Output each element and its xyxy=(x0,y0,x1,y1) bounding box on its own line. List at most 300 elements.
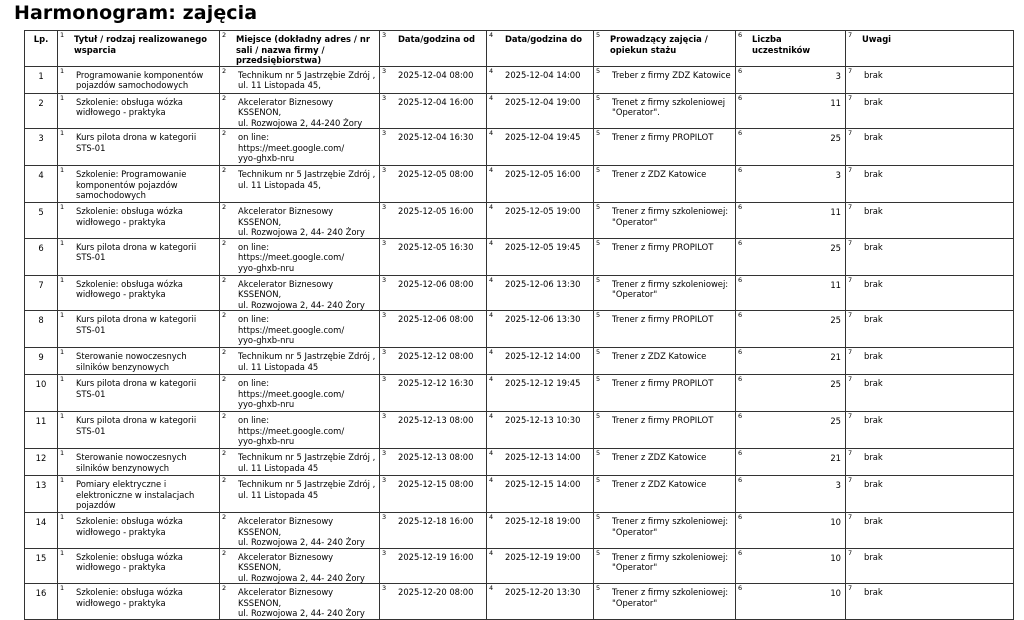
cell-from-text: 2025-12-05 16:30 xyxy=(398,241,474,252)
cell-from-text: 2025-12-05 08:00 xyxy=(398,169,474,179)
cell-place-text: Akcelerator Biznesowy KSSENON, ul. Rozwojowa 2, 44- 240 Żory xyxy=(238,206,365,237)
cell-notes xyxy=(846,412,1014,449)
cell-title-text: Szkolenie: obsługa wózka widłowego - praktyka xyxy=(76,551,183,572)
row-number: 7 xyxy=(38,279,44,290)
cell-from xyxy=(380,584,487,620)
cell-from-text: 2025-12-18 16:00 xyxy=(398,516,474,526)
cell-lp xyxy=(25,513,58,549)
cell-from-text: 2025-12-04 16:00 xyxy=(398,96,474,107)
cell-place xyxy=(220,348,380,375)
column-number: 7 xyxy=(848,412,853,420)
cell-trainer xyxy=(594,311,736,348)
cell-from xyxy=(380,275,487,311)
cell-place-text: on line: https://meet.google.com/ yyo-ghxb-nru xyxy=(238,314,345,345)
cell-place xyxy=(220,275,380,311)
column-number: 7 xyxy=(848,93,853,102)
cell-to-text: 2025-12-05 19:45 xyxy=(505,241,581,252)
cell-trainer-text: Trener z ZDZ Katowice xyxy=(612,169,707,179)
cell-place-text: Akcelerator Biznesowy KSSENON, ul. Rozwojowa 2, 44- 240 Żory xyxy=(238,516,365,547)
cell-to xyxy=(487,203,594,239)
cell-trainer xyxy=(594,275,736,311)
column-number: 4 xyxy=(489,412,494,420)
cell-to-text: 2025-12-04 14:00 xyxy=(505,69,581,80)
cell-from xyxy=(380,375,487,412)
cell-notes xyxy=(846,238,1014,275)
column-number: 4 xyxy=(489,548,494,557)
column-number: 2 xyxy=(222,166,227,174)
cell-count xyxy=(736,476,846,513)
column-number: 4 xyxy=(489,203,494,211)
cell-title xyxy=(58,93,220,129)
column-number: 3 xyxy=(382,93,387,102)
row-number: 16 xyxy=(35,588,47,598)
cell-title-text: Kurs pilota drona w kategorii STS-01 xyxy=(76,241,197,262)
cell-from xyxy=(380,93,487,129)
column-number: 2 xyxy=(222,129,227,137)
header-row xyxy=(25,31,1014,67)
cell-count-text: 11 xyxy=(830,279,841,290)
column-number: 2 xyxy=(222,449,227,457)
cell-count xyxy=(736,66,846,93)
cell-from-text: 2025-12-12 08:00 xyxy=(398,351,474,361)
header-title xyxy=(58,31,220,67)
column-number: 4 xyxy=(489,275,494,284)
cell-notes xyxy=(846,513,1014,549)
column-number: 3 xyxy=(382,513,387,521)
cell-to-text: 2025-12-06 13:30 xyxy=(505,314,581,324)
cell-trainer-text: Trener z firmy szkoleniowej: "Operator" xyxy=(612,551,729,572)
cell-to xyxy=(487,275,594,311)
header-label: Miejsce (dokładny adres / nr sali / nazwa firmy / przedsiębiorstwa) xyxy=(236,34,370,65)
cell-notes-text: brak xyxy=(864,479,883,489)
cell-trainer xyxy=(594,238,736,275)
cell-place-text: Technikum nr 5 Jastrzębie Zdrój , ul. 11 Listopada 45, xyxy=(238,69,376,90)
cell-title-text: Kurs pilota drona w kategorii STS-01 xyxy=(76,314,197,335)
header-number: 1 xyxy=(60,31,65,39)
column-number: 1 xyxy=(60,348,65,356)
cell-notes xyxy=(846,476,1014,513)
cell-to-text: 2025-12-13 10:30 xyxy=(505,415,581,425)
column-number: 2 xyxy=(222,584,227,592)
table-row xyxy=(25,348,1014,375)
column-number: 6 xyxy=(738,476,743,484)
cell-count xyxy=(736,129,846,166)
column-number: 2 xyxy=(222,66,227,75)
cell-title xyxy=(58,66,220,93)
table-row xyxy=(25,311,1014,348)
cell-lp xyxy=(25,129,58,166)
header-number: 4 xyxy=(489,31,494,39)
cell-from-text: 2025-12-15 08:00 xyxy=(398,479,474,489)
cell-title-text: Programowanie komponentów pojazdów samochodowych xyxy=(76,69,204,90)
cell-notes-text: brak xyxy=(864,69,883,80)
cell-count xyxy=(736,449,846,476)
table-row xyxy=(25,513,1014,549)
cell-place-text: Akcelerator Biznesowy KSSENON, ul. Rozwojowa 2, 44- 240 Żory xyxy=(238,278,365,310)
cell-count-text: 25 xyxy=(830,379,841,389)
column-number: 7 xyxy=(848,476,853,484)
cell-title xyxy=(58,166,220,203)
column-number: 4 xyxy=(489,66,494,75)
cell-notes xyxy=(846,375,1014,412)
column-number: 6 xyxy=(738,449,743,457)
column-number: 5 xyxy=(596,548,601,557)
column-number: 1 xyxy=(60,311,65,319)
cell-from xyxy=(380,476,487,513)
cell-notes-text: brak xyxy=(864,551,883,562)
column-number: 1 xyxy=(60,66,65,75)
cell-to-text: 2025-12-13 14:00 xyxy=(505,452,581,462)
cell-lp xyxy=(25,311,58,348)
cell-from xyxy=(380,203,487,239)
cell-to xyxy=(487,412,594,449)
cell-from-text: 2025-12-13 08:00 xyxy=(398,415,474,425)
cell-place xyxy=(220,375,380,412)
header-label: Tytuł / rodzaj realizowanego wsparcia xyxy=(74,34,207,55)
cell-place xyxy=(220,476,380,513)
cell-to xyxy=(487,476,594,513)
header-number: 3 xyxy=(382,31,387,39)
cell-to xyxy=(487,548,594,584)
column-number: 5 xyxy=(596,129,601,137)
cell-trainer xyxy=(594,66,736,93)
cell-count-text: 10 xyxy=(830,552,841,563)
cell-to xyxy=(487,129,594,166)
header-lp xyxy=(25,31,58,67)
column-number: 1 xyxy=(60,129,65,137)
column-number: 6 xyxy=(738,93,743,102)
cell-notes-text: brak xyxy=(864,415,883,425)
row-number: 6 xyxy=(38,242,44,253)
column-number: 2 xyxy=(222,93,227,102)
cell-title xyxy=(58,412,220,449)
column-number: 3 xyxy=(382,348,387,356)
cell-place-text: on line: https://meet.google.com/ yyo-ghxb-nru xyxy=(238,241,345,273)
column-number: 2 xyxy=(222,476,227,484)
row-number: 10 xyxy=(35,379,47,389)
cell-to xyxy=(487,311,594,348)
column-number: 5 xyxy=(596,375,601,383)
column-number: 1 xyxy=(60,166,65,174)
cell-to xyxy=(487,93,594,129)
cell-title xyxy=(58,129,220,166)
column-number: 5 xyxy=(596,412,601,420)
header-number: 6 xyxy=(738,31,743,39)
cell-lp xyxy=(25,348,58,375)
column-number: 7 xyxy=(848,203,853,211)
header-count xyxy=(736,31,846,67)
cell-lp xyxy=(25,375,58,412)
cell-title xyxy=(58,238,220,275)
column-number: 7 xyxy=(848,66,853,75)
cell-place xyxy=(220,166,380,203)
cell-lp xyxy=(25,275,58,311)
row-number: 9 xyxy=(38,352,44,362)
column-number: 3 xyxy=(382,275,387,284)
cell-from-text: 2025-12-05 16:00 xyxy=(398,206,474,216)
cell-from xyxy=(380,548,487,584)
table-row xyxy=(25,449,1014,476)
table-row xyxy=(25,375,1014,412)
column-number: 3 xyxy=(382,311,387,319)
column-number: 4 xyxy=(489,449,494,457)
column-number: 1 xyxy=(60,584,65,592)
cell-trainer-text: Treber z firmy ZDZ Katowice xyxy=(612,69,731,80)
column-number: 3 xyxy=(382,375,387,383)
header-number: 2 xyxy=(222,31,227,39)
header-label: Data/godzina od xyxy=(397,34,476,44)
cell-count xyxy=(736,348,846,375)
column-number: 3 xyxy=(382,449,387,457)
cell-trainer-text: Trenet z firmy szkoleniowej "Operator". xyxy=(612,96,726,117)
cell-from xyxy=(380,166,487,203)
column-number: 7 xyxy=(848,275,853,284)
cell-notes xyxy=(846,166,1014,203)
cell-place xyxy=(220,311,380,348)
cell-notes xyxy=(846,348,1014,375)
cell-title xyxy=(58,513,220,549)
cell-trainer-text: Trener z ZDZ Katowice xyxy=(612,351,707,361)
column-number: 3 xyxy=(382,548,387,557)
column-number: 5 xyxy=(596,66,601,75)
column-number: 6 xyxy=(738,166,743,174)
cell-lp xyxy=(25,203,58,239)
cell-title-text: Pomiary elektryczne i elektroniczne w instalacjach pojazdów xyxy=(76,479,195,510)
cell-lp xyxy=(25,476,58,513)
column-number: 1 xyxy=(60,412,65,420)
cell-place xyxy=(220,584,380,620)
row-number: 5 xyxy=(38,207,44,217)
header-from xyxy=(380,31,487,67)
header-label: Data/godzina do xyxy=(504,34,583,44)
cell-count-text: 25 xyxy=(830,242,841,253)
cell-trainer-text: Trener z firmy PROPILOT xyxy=(612,241,714,252)
cell-from xyxy=(380,66,487,93)
cell-notes-text: brak xyxy=(864,241,883,252)
cell-trainer-text: Trener z firmy PROPILOT xyxy=(612,132,714,142)
cell-count xyxy=(736,166,846,203)
column-number: 5 xyxy=(596,275,601,284)
cell-notes xyxy=(846,93,1014,129)
cell-notes xyxy=(846,129,1014,166)
cell-count-text: 25 xyxy=(830,315,841,325)
table-row xyxy=(25,275,1014,311)
cell-count-text: 11 xyxy=(830,207,841,217)
cell-to-text: 2025-12-04 19:45 xyxy=(505,132,581,142)
cell-from xyxy=(380,348,487,375)
column-number: 4 xyxy=(489,311,494,319)
cell-from-text: 2025-12-13 08:00 xyxy=(398,452,474,462)
cell-from-text: 2025-12-19 16:00 xyxy=(398,551,474,562)
cell-lp xyxy=(25,412,58,449)
cell-trainer-text: Trener z firmy PROPILOT xyxy=(612,378,714,388)
cell-count-text: 25 xyxy=(830,416,841,426)
column-number: 1 xyxy=(60,548,65,557)
row-number: 4 xyxy=(38,170,44,180)
cell-title xyxy=(58,311,220,348)
cell-trainer-text: Trener z firmy szkoleniowej: "Operator" xyxy=(612,206,729,227)
cell-count xyxy=(736,203,846,239)
column-number: 6 xyxy=(738,311,743,319)
column-number: 6 xyxy=(738,348,743,356)
cell-to-text: 2025-12-05 19:00 xyxy=(505,206,581,216)
cell-from-text: 2025-12-06 08:00 xyxy=(398,314,474,324)
column-number: 7 xyxy=(848,348,853,356)
cell-lp xyxy=(25,238,58,275)
cell-from xyxy=(380,311,487,348)
column-number: 5 xyxy=(596,513,601,521)
column-number: 5 xyxy=(596,93,601,102)
row-number: 8 xyxy=(38,315,44,325)
cell-to xyxy=(487,166,594,203)
cell-place xyxy=(220,412,380,449)
cell-notes-text: brak xyxy=(864,587,883,597)
cell-lp xyxy=(25,166,58,203)
column-number: 1 xyxy=(60,93,65,102)
header-label: Liczba uczestników xyxy=(752,34,811,55)
row-number: 1 xyxy=(38,70,44,81)
cell-count xyxy=(736,93,846,129)
cell-trainer xyxy=(594,166,736,203)
column-number: 4 xyxy=(489,476,494,484)
row-number: 14 xyxy=(35,517,47,527)
cell-title-text: Sterowanie nowoczesnych silników benzynowych xyxy=(76,452,187,473)
column-number: 2 xyxy=(222,412,227,420)
cell-trainer xyxy=(594,449,736,476)
row-number: 15 xyxy=(35,552,47,563)
column-number: 5 xyxy=(596,238,601,247)
cell-title-text: Szkolenie: obsługa wózka widłowego - praktyka xyxy=(76,206,183,227)
cell-count xyxy=(736,412,846,449)
table-row xyxy=(25,66,1014,93)
cell-notes-text: brak xyxy=(864,378,883,388)
column-number: 1 xyxy=(60,203,65,211)
cell-lp xyxy=(25,548,58,584)
column-number: 7 xyxy=(848,311,853,319)
cell-notes-text: brak xyxy=(864,314,883,324)
cell-count xyxy=(736,548,846,584)
cell-trainer xyxy=(594,412,736,449)
cell-to-text: 2025-12-04 19:00 xyxy=(505,96,581,107)
column-number: 3 xyxy=(382,476,387,484)
cell-title xyxy=(58,375,220,412)
cell-trainer xyxy=(594,348,736,375)
cell-from xyxy=(380,412,487,449)
column-number: 4 xyxy=(489,513,494,521)
cell-to-text: 2025-12-06 13:30 xyxy=(505,278,581,289)
cell-from xyxy=(380,513,487,549)
cell-to xyxy=(487,238,594,275)
cell-count-text: 3 xyxy=(835,480,841,490)
column-number: 3 xyxy=(382,166,387,174)
cell-from xyxy=(380,129,487,166)
cell-notes-text: brak xyxy=(864,169,883,179)
cell-trainer-text: Trener z firmy PROPILOT xyxy=(612,314,714,324)
column-number: 6 xyxy=(738,275,743,284)
row-number: 12 xyxy=(35,453,47,463)
cell-count xyxy=(736,275,846,311)
cell-trainer xyxy=(594,93,736,129)
column-number: 7 xyxy=(848,238,853,247)
cell-title xyxy=(58,348,220,375)
column-number: 7 xyxy=(848,513,853,521)
column-number: 6 xyxy=(738,375,743,383)
cell-place-text: Akcelerator Biznesowy KSSENON, ul. Rozwojowa 2, 44- 240 Żory xyxy=(238,551,365,583)
column-number: 1 xyxy=(60,449,65,457)
cell-place xyxy=(220,129,380,166)
cell-title xyxy=(58,548,220,584)
cell-to xyxy=(487,584,594,620)
cell-count-text: 11 xyxy=(830,97,841,108)
cell-place-text: Technikum nr 5 Jastrzębie Zdrój , ul. 11 Listopada 45 xyxy=(238,351,376,372)
column-number: 6 xyxy=(738,584,743,592)
cell-to-text: 2025-12-05 16:00 xyxy=(505,169,581,179)
cell-trainer-text: Trener z ZDZ Katowice xyxy=(612,452,707,462)
column-number: 2 xyxy=(222,375,227,383)
column-number: 5 xyxy=(596,311,601,319)
cell-notes-text: brak xyxy=(864,452,883,462)
header-place xyxy=(220,31,380,67)
table-row xyxy=(25,548,1014,584)
column-number: 6 xyxy=(738,238,743,247)
cell-notes-text: brak xyxy=(864,516,883,526)
column-number: 6 xyxy=(738,548,743,557)
cell-trainer-text: Trener z firmy szkoleniowej: "Operator" xyxy=(612,278,729,299)
cell-lp xyxy=(25,449,58,476)
cell-notes-text: brak xyxy=(864,132,883,142)
cell-to xyxy=(487,348,594,375)
cell-trainer xyxy=(594,129,736,166)
column-number: 4 xyxy=(489,93,494,102)
cell-notes xyxy=(846,584,1014,620)
cell-trainer xyxy=(594,375,736,412)
cell-place-text: on line: https://meet.google.com/ yyo-ghxb-nru xyxy=(238,378,345,409)
cell-count xyxy=(736,584,846,620)
cell-title-text: Szkolenie: obsługa wózka widłowego - praktyka xyxy=(76,96,183,117)
table-row xyxy=(25,166,1014,203)
column-number: 3 xyxy=(382,66,387,75)
cell-title-text: Kurs pilota drona w kategorii STS-01 xyxy=(76,132,197,153)
header-number: 7 xyxy=(848,31,853,39)
cell-count-text: 3 xyxy=(835,70,841,81)
cell-place xyxy=(220,513,380,549)
cell-notes-text: brak xyxy=(864,351,883,361)
cell-to xyxy=(487,449,594,476)
header-label: Uwagi xyxy=(862,34,892,44)
cell-notes-text: brak xyxy=(864,206,883,216)
column-number: 6 xyxy=(738,513,743,521)
cell-notes xyxy=(846,548,1014,584)
table-row xyxy=(25,203,1014,239)
cell-notes xyxy=(846,311,1014,348)
column-number: 5 xyxy=(596,203,601,211)
cell-title xyxy=(58,584,220,620)
column-number: 1 xyxy=(60,238,65,247)
cell-lp xyxy=(25,584,58,620)
cell-notes xyxy=(846,203,1014,239)
column-number: 4 xyxy=(489,375,494,383)
cell-place xyxy=(220,203,380,239)
cell-trainer xyxy=(594,203,736,239)
row-number: 3 xyxy=(38,133,44,143)
column-number: 5 xyxy=(596,476,601,484)
cell-count xyxy=(736,375,846,412)
cell-count-text: 10 xyxy=(830,517,841,527)
cell-title xyxy=(58,203,220,239)
column-number: 7 xyxy=(848,584,853,592)
cell-count-text: 10 xyxy=(830,588,841,598)
cell-title-text: Kurs pilota drona w kategorii STS-01 xyxy=(76,415,197,436)
